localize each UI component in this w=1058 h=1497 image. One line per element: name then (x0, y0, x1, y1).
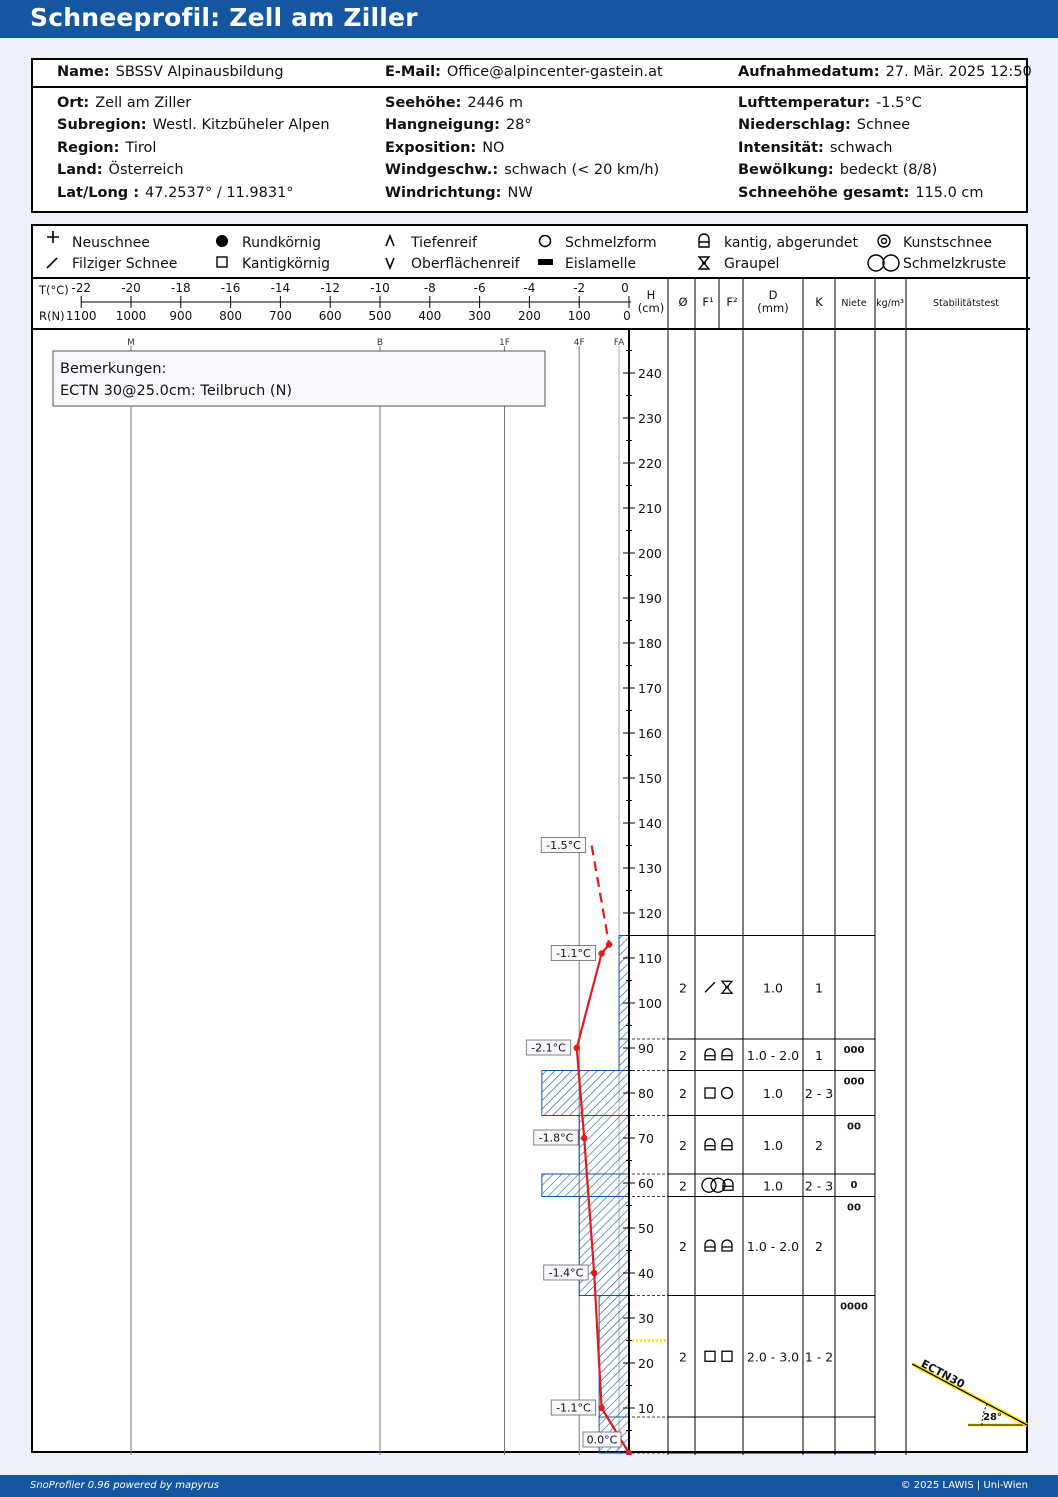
legend-schmelzkruste-label: Schmelzkruste (903, 256, 1007, 272)
layer-diameter-class: 2 (679, 1178, 687, 1194)
h-tick-label: 30 (638, 1311, 654, 1326)
h-tick-label: 100 (638, 996, 662, 1011)
kantigkoernig-icon (217, 257, 227, 267)
r-tick-label: 800 (219, 309, 243, 323)
tiefenreif-icon (386, 236, 394, 246)
legend-kantigkoernig (217, 256, 330, 272)
legend-neuschnee (47, 231, 150, 251)
kantig-abgerundet-icon (699, 234, 709, 247)
slope-angle-label: 28° (983, 1412, 1002, 1423)
oe-header: Ø (678, 295, 688, 309)
r-axis-ticks (66, 309, 631, 323)
intensitaet-field: Intensität: schwach (738, 140, 893, 156)
footer (0, 1475, 1058, 1497)
temperature-point (591, 1270, 597, 1276)
info-divider (33, 86, 1026, 88)
layer-bar (542, 1071, 629, 1116)
windgeschw-field: Windgeschw.: schwach (< 20 km/h) (385, 162, 660, 178)
stability-test-name: ECTN30 (918, 1357, 967, 1391)
layer-bar (579, 1197, 629, 1296)
layer-diameter-class: 2 (679, 1047, 687, 1063)
snow-profile-chart (33, 226, 1030, 1455)
d-unit-header: (mm) (757, 301, 789, 315)
r-axis-label: R(N) (39, 309, 65, 323)
t-axis-ticks (71, 281, 629, 308)
seehoehe-field: Seehöhe: 2446 m (385, 95, 523, 111)
temperature-label: -1.5°C (546, 839, 581, 852)
hangneigung-field: Hangneigung: 28° (385, 117, 532, 133)
filziger-icon (705, 982, 715, 992)
t-tick-label: -12 (320, 281, 341, 295)
eislamelle-icon (538, 259, 553, 265)
date-field: Aufnahmedatum: 27. Mär. 2025 12:50 (738, 64, 1032, 80)
layer-hardness-k: 2 (815, 1239, 823, 1254)
h-header: H (646, 288, 656, 302)
niederschlag-field: Niederschlag: Schnee (738, 117, 911, 133)
temperature-segment (592, 846, 609, 945)
r-tick-label: 200 (517, 309, 541, 323)
exposition-field: Exposition: NO (385, 140, 505, 156)
temperature-label: 0.0°C (586, 1433, 618, 1447)
h-tick-label: 170 (638, 681, 662, 696)
schmelzform-icon (540, 236, 551, 247)
footer-left: SnoProfiler 0.96 powered by mapyrus (30, 1480, 220, 1491)
legend-kantig-abgerundet-label: kantig, abgerundet (724, 235, 858, 251)
t-tick-label: -10 (370, 281, 390, 295)
legend-filziger (47, 256, 177, 272)
schmelzform-icon (722, 1088, 733, 1099)
layer-bar (542, 1174, 629, 1197)
layer-bar (619, 1039, 629, 1071)
h-tick-label: 150 (638, 771, 662, 786)
layer-grain-size: 1.0 (763, 1137, 783, 1153)
h-tick-label: 120 (638, 906, 662, 921)
hardness-mark-label: 1F (499, 338, 510, 348)
t-tick-label: -22 (71, 281, 92, 295)
legend-kantig-abgerundet (699, 234, 858, 251)
legend-schmelzkruste (868, 255, 1006, 272)
temperature-label: -1.1°C (556, 947, 591, 960)
legend-filziger-label: Filziger Schnee (72, 256, 178, 272)
h-tick-label: 220 (638, 456, 662, 471)
layer-niete: 00 (847, 1121, 861, 1133)
h-tick-label: 110 (638, 951, 662, 966)
f1-header: F¹ (702, 295, 714, 309)
layer-niete: 000 (843, 1076, 865, 1088)
latlong-field: Lat/Long : 47.2537° / 11.9831° (57, 185, 294, 201)
legend-schmelzform-label: Schmelzform (565, 235, 657, 251)
h-tick-label: 20 (638, 1356, 654, 1371)
layer-grain-size: 1.0 (763, 1178, 783, 1194)
h-tick-label: 40 (638, 1266, 654, 1281)
kantigkoernig-icon (705, 1351, 715, 1361)
layer-niete: 0000 (840, 1301, 868, 1313)
hardness-mark-label: B (376, 338, 384, 348)
hardness-mark-label: FA (613, 338, 625, 348)
layer-diameter-class: 2 (679, 1349, 687, 1365)
layer-niete: 0 (850, 1180, 858, 1191)
t-tick-label: -20 (121, 281, 141, 295)
rundkoernig-icon (216, 235, 228, 247)
info-box (31, 58, 1032, 213)
temperature-point (606, 941, 612, 947)
layer-grain-size: 1.0 (763, 980, 783, 996)
layer-grain-size: 1.0 - 2.0 (746, 1239, 800, 1254)
h-tick-label: 70 (638, 1131, 654, 1146)
layer-grain-size: 1.0 (763, 1086, 783, 1101)
email-field: E-Mail: Office@alpincenter-gastein.at (385, 64, 663, 80)
h-tick-label: 60 (638, 1176, 654, 1191)
t-tick-label: -18 (170, 281, 191, 295)
temperature-point (574, 1045, 580, 1051)
r-tick-label: 400 (418, 309, 442, 323)
legend-oberflaechenreif (386, 256, 521, 272)
hardness-grid (127, 338, 625, 1455)
layer-hardness-k: 1 (815, 1047, 823, 1063)
layer-hardness-k: 1 (815, 980, 823, 996)
h-tick-label: 140 (638, 816, 662, 831)
oberflaechenreif-icon (386, 258, 394, 268)
h-tick-label: 190 (638, 591, 662, 606)
r-tick-label: 100 (567, 309, 591, 323)
graupel-icon (722, 981, 732, 993)
graupel-icon (699, 257, 709, 269)
h-tick-label: 210 (638, 501, 662, 516)
r-tick-label: 300 (468, 309, 492, 323)
kantigkoernig-icon (705, 1088, 715, 1098)
page-title: Schneeprofil: Zell am Ziller (30, 3, 418, 32)
h-tick-label: 230 (638, 411, 662, 426)
lufttemperatur-field: Lufttemperatur: -1.5°C (738, 95, 922, 111)
h-tick-label: 130 (638, 861, 662, 876)
r-tick-label: 1000 (115, 309, 147, 323)
t-tick-label: -2 (573, 281, 586, 295)
h-tick-label: 200 (638, 546, 662, 561)
legend-tiefenreif (386, 235, 478, 251)
kantigkoernig-icon (722, 1351, 732, 1361)
legend-kunstschnee-label: Kunstschnee (903, 235, 992, 251)
kantig_abgerundet-icon (705, 1139, 715, 1150)
h-unit-header: (cm) (637, 301, 665, 315)
column-separators (668, 278, 906, 1455)
t-axis-label: T(°C) (39, 283, 69, 297)
temperature-label: -1.4°C (548, 1266, 584, 1280)
layer-diameter-class: 2 (679, 980, 687, 996)
temperature-label: -1.8°C (538, 1131, 574, 1145)
layer-niete: 00 (847, 1202, 861, 1214)
r-tick-label: 900 (169, 309, 193, 323)
r-tick-label: 700 (268, 309, 292, 323)
schmelzkruste-icon (702, 1178, 725, 1192)
land-field: Land: Österreich (57, 162, 184, 178)
temperature-point (598, 1405, 604, 1411)
kantig_abgerundet-icon (705, 1240, 715, 1251)
h-tick-label: 80 (638, 1086, 654, 1101)
t-tick-label: -8 (423, 281, 436, 295)
layer-hardness-k: 2 - 3 (804, 1178, 834, 1194)
name-field: Name: SBSSV Alpinausbildung (57, 64, 284, 80)
r-tick-label: 600 (318, 309, 342, 323)
legend-rundkoernig-label: Rundkörnig (242, 235, 322, 251)
t-tick-label: -14 (270, 281, 291, 295)
legend-schmelzform (540, 235, 657, 251)
f2-header: F² (726, 295, 738, 309)
windrichtung-field: Windrichtung: NW (385, 185, 533, 201)
schmelzkruste-icon (883, 255, 899, 271)
legend-eislamelle-label: Eislamelle (565, 256, 637, 272)
d-header: D (768, 288, 778, 302)
r-tick-label: 1100 (65, 309, 97, 323)
layer-hardness-k: 2 (815, 1137, 823, 1153)
remarks-title: Bemerkungen: (60, 361, 167, 377)
profile-chart-box (31, 224, 1028, 1453)
t-tick-label: -4 (523, 281, 536, 295)
t-tick-label: -6 (473, 281, 486, 295)
layer-diameter-class: 2 (679, 1086, 687, 1101)
layer-bar (619, 936, 629, 1040)
temperature-label: -2.1°C (531, 1041, 566, 1055)
h-tick-label: 10 (638, 1401, 654, 1416)
legend-graupel-label: Graupel (724, 256, 780, 272)
k-header: K (815, 295, 823, 309)
legend-kantigkoernig-label: Kantigkörnig (242, 256, 330, 272)
h-tick-label: 180 (638, 636, 662, 651)
legend-oberflaechenreif-label: Oberflächenreif (411, 256, 520, 272)
t-tick-label: -16 (220, 281, 241, 295)
footer-right: © 2025 LAWIS | Uni-Wien (900, 1480, 1028, 1491)
layer-grain-size: 1.0 - 2.0 (746, 1047, 800, 1063)
kantig_abgerundet-icon (722, 1240, 732, 1251)
layer-grain-size: 2.0 - 3.0 (746, 1349, 800, 1365)
layer-diameter-class: 2 (679, 1137, 687, 1153)
t-tick-label: 0 (621, 281, 629, 295)
temperature-point (581, 1135, 587, 1141)
bewoelkung-field: Bewölkung: bedeckt (8/8) (738, 162, 938, 178)
r-tick-label: 0 (623, 309, 631, 323)
subregion-field: Subregion: Westl. Kitzbüheler Alpen (57, 117, 330, 133)
h-tick-label: 50 (638, 1221, 654, 1236)
layer-hardness-k: 1 - 2 (804, 1349, 834, 1365)
remarks-box (53, 351, 545, 406)
legend-graupel (699, 256, 779, 272)
h-tick-label: 90 (638, 1041, 654, 1056)
ort-field: Ort: Zell am Ziller (57, 95, 192, 111)
layer-diameter-class: 2 (679, 1239, 687, 1254)
hardness-mark-label: 4F (573, 338, 585, 348)
kunstschnee-icon (882, 239, 887, 244)
legend (47, 231, 1006, 272)
temperature-label: -1.1°C (556, 1401, 591, 1415)
legend-rundkoernig (216, 235, 321, 251)
h-tick-label: 160 (638, 726, 662, 741)
layer-hardness-k: 2 - 3 (804, 1086, 834, 1101)
legend-neuschnee-label: Neuschnee (72, 235, 150, 251)
remarks-text: ECTN 30@25.0cm: Teilbruch (N) (60, 383, 293, 399)
hardness-mark-label: M (127, 338, 135, 348)
schneehoehe-field: Schneehöhe gesamt: 115.0 cm (738, 185, 984, 201)
temperature-segment (577, 954, 602, 1049)
legend-tiefenreif-label: Tiefenreif (411, 235, 477, 251)
layer-bar (599, 1296, 629, 1418)
h-tick-label: 240 (638, 366, 662, 381)
r-tick-label: 500 (368, 309, 392, 323)
temperature-point (598, 950, 604, 956)
filziger-icon (47, 258, 57, 268)
layer-niete: 000 (843, 1045, 865, 1056)
density-header: kg/m³ (876, 298, 904, 309)
kantig_abgerundet-icon (722, 1049, 732, 1060)
kantig_abgerundet-icon (705, 1049, 715, 1060)
neuschnee-icon (47, 231, 59, 243)
stab-header: Stabilitätstest (933, 298, 999, 309)
legend-kunstschnee (878, 235, 992, 251)
region-field: Region: Tirol (57, 140, 157, 156)
legend-eislamelle (538, 256, 636, 272)
title-bar (0, 0, 1058, 38)
kantig_abgerundet-icon (722, 1139, 732, 1150)
niete-header: Niete (841, 298, 867, 309)
